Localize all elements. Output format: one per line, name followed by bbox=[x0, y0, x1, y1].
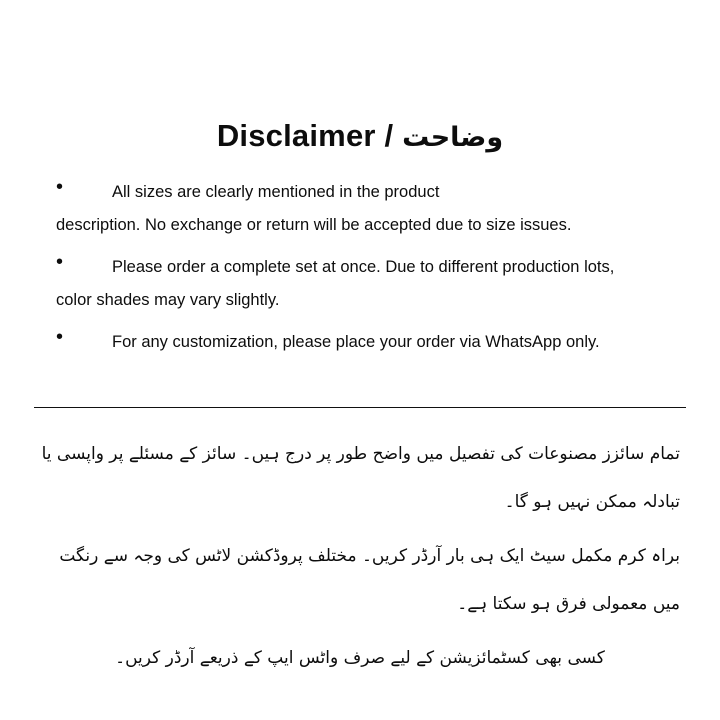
list-item bbox=[56, 176, 666, 242]
page-title-urdu: وضاحت bbox=[402, 122, 504, 153]
bullet-icon: • bbox=[56, 251, 64, 273]
list-item-text bbox=[56, 251, 666, 317]
urdu-line-3: کسی بھی کسٹمائزیشن کے لیے صرف واٹس ایپ کے ذریعے آرڈر کریں۔ bbox=[115, 648, 605, 668]
list-item-text bbox=[56, 176, 666, 242]
page-title-separator: / bbox=[375, 118, 403, 153]
bullet-icon: • bbox=[56, 176, 64, 198]
urdu-line-1: تمام سائزز مصنوعات کی تفصیل میں واضح طور پر درج ہیں۔ سائز کے مسئلے پر واپسی یا تبادلہ ممکن نہیں ہو گا۔ bbox=[41, 444, 680, 512]
list-item bbox=[56, 251, 666, 317]
list-item bbox=[56, 326, 666, 359]
page-title-english: Disclaimer bbox=[216, 118, 376, 153]
list-item-line-1: For any customization, please place your order via WhatsApp only. bbox=[112, 333, 600, 351]
urdu-disclaimer-list bbox=[40, 430, 680, 688]
page-title bbox=[0, 118, 720, 154]
urdu-line-2: براہ کرم مکمل سیٹ ایک ہی بار آرڈر کریں۔ مختلف پروڈکشن لاٹس کی وجہ سے رنگت میں معمولی فرق ہو سکتا ہے۔ bbox=[59, 546, 680, 614]
list-item-line-2: description. No exchange or return will be accepted due to size issues. bbox=[56, 216, 572, 234]
list-item-line-1: Please order a complete set at once. Due to different production lots, bbox=[112, 258, 615, 276]
bullet-icon: • bbox=[56, 326, 64, 348]
section-divider bbox=[34, 407, 686, 408]
list-item-line-1: All sizes are clearly mentioned in the product bbox=[112, 183, 440, 201]
english-disclaimer-list bbox=[56, 176, 666, 368]
list-item-text bbox=[56, 326, 666, 359]
list-item-line-2: color shades may vary slightly. bbox=[56, 291, 280, 309]
